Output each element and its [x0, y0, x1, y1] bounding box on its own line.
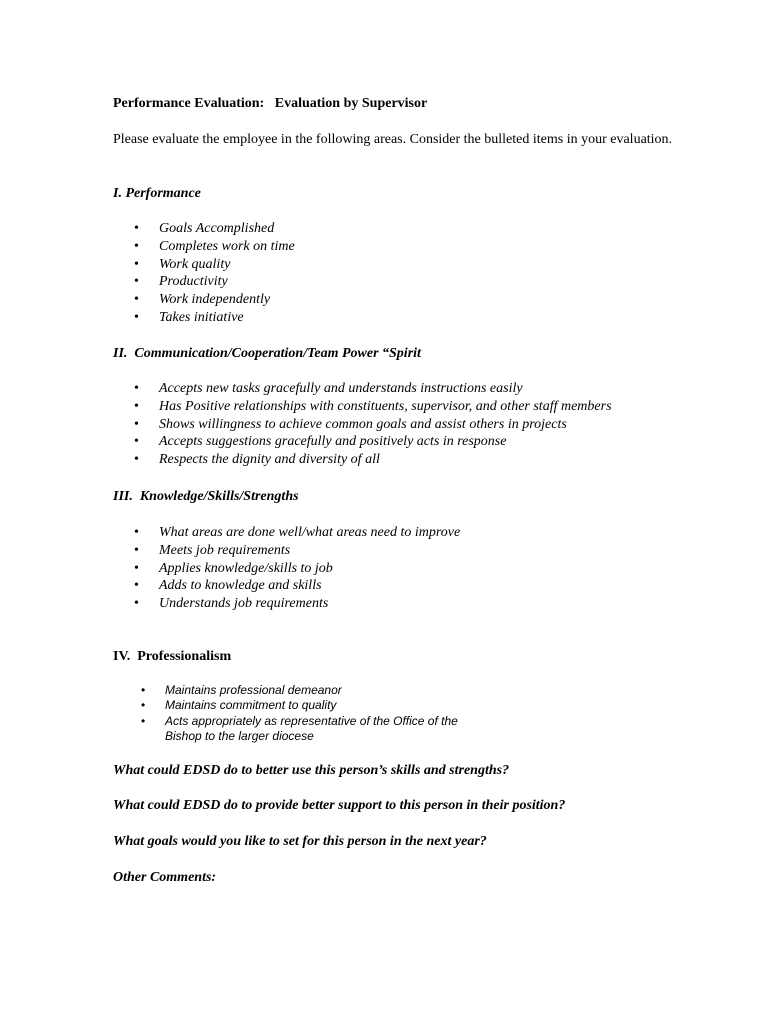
- list-item-text: Goals Accomplished: [159, 221, 275, 236]
- bullet-icon: •: [141, 698, 146, 713]
- list-item-text: Respects the dignity and diversity of all: [159, 452, 380, 468]
- list-item: [113, 683, 495, 698]
- bullet-icon: •: [141, 713, 146, 728]
- other-comments-label: Other Comments:: [113, 870, 217, 885]
- bullet-icon: •: [134, 256, 139, 272]
- list-item-text: Understands job requirements: [159, 596, 329, 612]
- bullet-icon: •: [141, 683, 146, 697]
- list-item-text: What areas are done well/what areas need to improve: [159, 525, 461, 540]
- list-item: [113, 698, 495, 713]
- list-item-text: Takes initiative: [159, 309, 244, 325]
- list-item: [113, 433, 612, 451]
- list-item: [113, 524, 460, 542]
- list-item-text: Has Positive relationships with constituents, supervisor, and other staff members: [159, 398, 612, 414]
- section-heading-communication: II. Communication/Cooperation/Team Power “Spirit: [113, 346, 421, 361]
- list-item: [113, 380, 612, 398]
- list-item-text: Work quality: [159, 256, 231, 272]
- list-item-text: Maintains commitment to quality: [165, 698, 337, 713]
- list-item-text: Productivity: [159, 274, 228, 290]
- list-item: [113, 273, 295, 291]
- knowledge-bullet-list: [113, 524, 460, 613]
- list-item: [113, 416, 612, 434]
- list-item-text: Maintains professional demeanor: [165, 683, 342, 697]
- bullet-icon: •: [134, 560, 139, 576]
- list-item: [113, 238, 295, 256]
- section-heading-knowledge: III. Knowledge/Skills/Strengths: [113, 489, 299, 504]
- list-item-text: Work independently: [159, 292, 271, 308]
- document-title: Performance Evaluation: Evaluation by Supervisor: [113, 96, 428, 111]
- professionalism-bullet-list: [113, 683, 495, 744]
- bullet-icon: •: [134, 434, 139, 450]
- bullet-icon: •: [134, 221, 139, 236]
- list-item: [113, 451, 612, 469]
- bullet-icon: •: [134, 398, 139, 414]
- communication-bullet-list: [113, 380, 612, 469]
- list-item-text: Completes work on time: [159, 238, 295, 254]
- performance-bullet-list: [113, 220, 295, 327]
- bullet-icon: •: [134, 542, 139, 558]
- list-item: [113, 542, 460, 560]
- bullet-icon: •: [134, 578, 139, 594]
- bullet-icon: •: [134, 381, 139, 396]
- list-item: [113, 714, 495, 744]
- list-item-text: Shows willingness to achieve common goals and assist others in projects: [159, 416, 567, 432]
- bullet-icon: •: [134, 416, 139, 432]
- list-item-text: Accepts suggestions gracefully and positively acts in response: [159, 434, 507, 450]
- bullet-icon: •: [134, 238, 139, 254]
- list-item: [113, 560, 460, 578]
- list-item-text: Meets job requirements: [159, 542, 291, 558]
- bullet-icon: •: [134, 452, 139, 468]
- list-item-text: Adds to knowledge and skills: [159, 578, 322, 594]
- question-skills-strengths: What could EDSD do to better use this person’s skills and strengths?: [113, 763, 510, 778]
- question-better-support: What could EDSD do to provide better support to this person in their position?: [113, 798, 566, 813]
- list-item-text: Accepts new tasks gracefully and understands instructions easily: [159, 381, 523, 396]
- list-item: [113, 256, 295, 274]
- list-item: [113, 309, 295, 327]
- list-item-text: Acts appropriately as representative of the Office of the Bishop to the larger diocese: [165, 713, 458, 743]
- bullet-icon: •: [134, 309, 139, 325]
- list-item-text: Applies knowledge/skills to job: [159, 560, 333, 576]
- list-item: [113, 398, 612, 416]
- bullet-icon: •: [134, 292, 139, 308]
- list-item: [113, 291, 295, 309]
- section-heading-performance: I. Performance: [113, 186, 201, 201]
- section-heading-professionalism: IV. Professionalism: [113, 649, 232, 664]
- question-next-year-goals: What goals would you like to set for this person in the next year?: [113, 834, 487, 849]
- list-item: [113, 220, 295, 238]
- list-item: [113, 595, 460, 613]
- bullet-icon: •: [134, 525, 139, 540]
- intro-paragraph: Please evaluate the employee in the following areas. Consider the bulleted items in your evaluation.: [113, 132, 673, 147]
- bullet-icon: •: [134, 596, 139, 612]
- bullet-icon: •: [134, 274, 139, 290]
- list-item: [113, 577, 460, 595]
